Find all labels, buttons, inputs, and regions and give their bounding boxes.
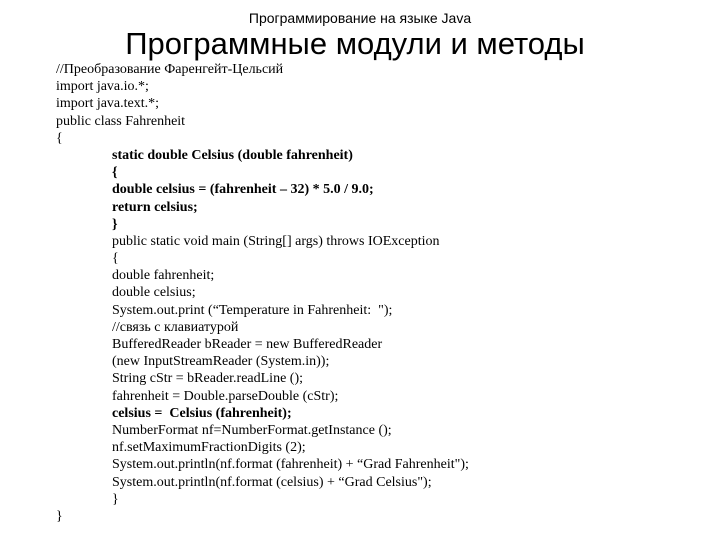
code-line: public static void main (String[] args) throws IOException (112, 233, 440, 249)
code-line: BufferedReader bReader = new BufferedReader (112, 337, 383, 352)
code-line: static double Celsius (double fahrenheit) (112, 147, 353, 163)
code-line: import java.text.*; (56, 96, 160, 112)
slide-title: Программные модули и методы (125, 26, 585, 61)
code-line: //связь с клавиатурой (112, 319, 239, 335)
code-line: System.out.println(nf.format (fahrenheit) + “Grad Fahrenheit"); (112, 457, 469, 473)
code-line: } (112, 491, 119, 507)
code-line: fahrenheit = Double.parseDouble (cStr); (112, 388, 339, 404)
code-line: { (112, 251, 119, 267)
code-line: double celsius = (fahrenheit – 32) * 5.0 / 9.0; (112, 182, 374, 198)
code-line: //Преобразование Фаренгейт-Цельсий (56, 62, 284, 77)
code-line: { (56, 130, 63, 146)
code-line: celsius = Celsius (fahrenheit); (112, 405, 292, 421)
code-line: } (112, 216, 118, 232)
course-header: Программирование на языке Java (248, 10, 472, 26)
code-line: import java.io.*; (56, 79, 149, 95)
code-line: System.out.print (“Temperature in Fahrenheit: "); (112, 302, 393, 318)
code-line: double celsius; (112, 285, 196, 301)
code-line: (new InputStreamReader (System.in)); (112, 354, 330, 370)
code-line: String cStr = bReader.readLine (); (112, 371, 304, 387)
code-line: public class Fahrenheit (56, 113, 186, 129)
code-line: } (56, 508, 63, 524)
code-line: NumberFormat nf=NumberFormat.getInstance (); (112, 422, 392, 438)
code-line: System.out.println(nf.format (celsius) + “Grad Celsius"); (112, 474, 432, 490)
code-line: nf.setMaximumFractionDigits (2); (112, 440, 306, 456)
code-block (56, 61, 469, 525)
code-line: { (112, 165, 118, 181)
code-line: return celsius; (112, 199, 198, 215)
code-line: double fahrenheit; (112, 268, 215, 284)
